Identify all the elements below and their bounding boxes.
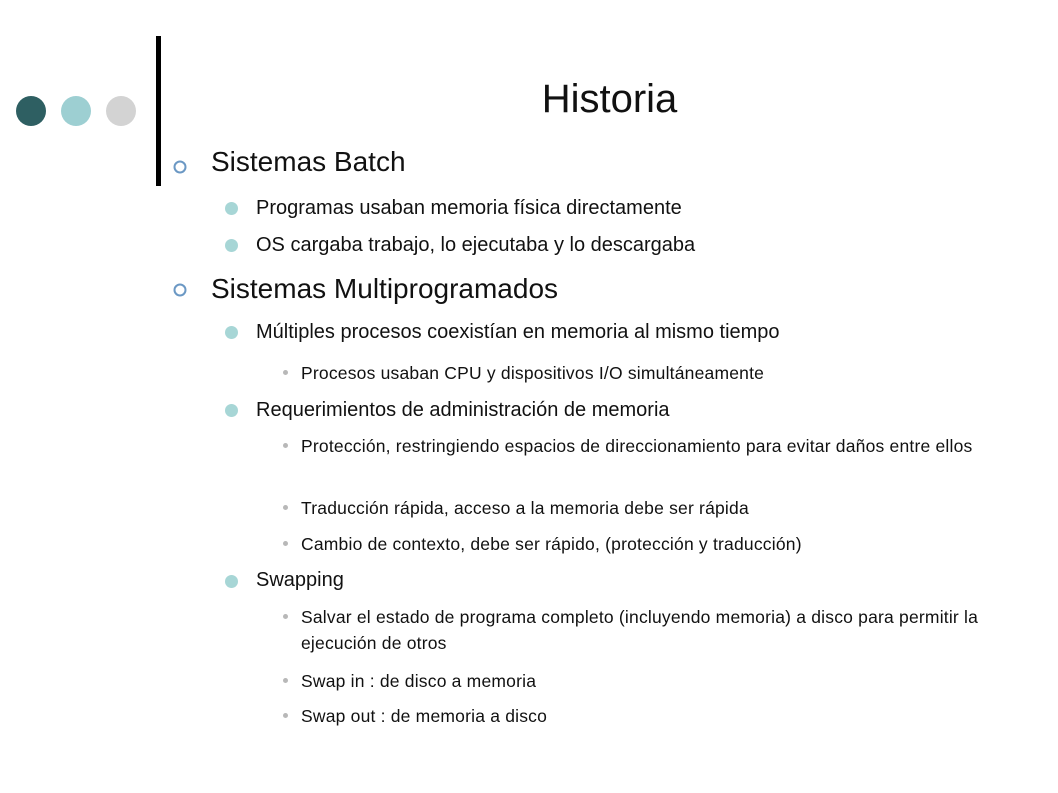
sub-bullet-icon (283, 505, 288, 510)
bullet-icon (225, 575, 238, 588)
slide-title: Historia (541, 77, 678, 121)
sub-bullet-icon (283, 678, 288, 683)
bullet-icon (225, 326, 238, 339)
section-heading-multiprogramados: Sistemas Multiprogramados (211, 273, 559, 304)
bullet-icon (225, 404, 238, 417)
decorative-dot-teal (61, 96, 91, 126)
sub-list-item: Traducción rápida, acceso a la memoria debe ser rápida (301, 498, 749, 518)
sub-list-item: Cambio de contexto, debe ser rápido, (protección y traducción) (301, 534, 802, 554)
sub-list-item: Protección, restringiendo espacios de direccionamiento para evitar daños entre ellos (301, 436, 973, 456)
decorative-dot-gray (106, 96, 136, 126)
sub-bullet-icon (283, 614, 288, 619)
list-item: Requerimientos de administración de memoria (256, 399, 670, 421)
list-item: OS cargaba trabajo, lo ejecutaba y lo descargaba (256, 234, 696, 256)
sub-list-item: Swap out : de memoria a disco (301, 706, 548, 726)
bullet-icon (225, 239, 238, 252)
decorative-dot-dark (16, 96, 46, 126)
sub-bullet-icon (283, 713, 288, 718)
sub-bullet-icon (283, 443, 288, 448)
sub-list-item: Swap in : de disco a memoria (301, 671, 537, 691)
section-bullet-icon (172, 159, 188, 175)
list-item: Múltiples procesos coexistían en memoria al mismo tiempo (256, 321, 780, 343)
sub-list-item: Salvar el estado de programa completo (incluyendo memoria) a disco para permitir la ejecución de otros (301, 607, 979, 653)
sub-bullet-icon (283, 541, 288, 546)
list-item: Programas usaban memoria física directamente (256, 197, 682, 219)
sub-bullet-icon (283, 370, 288, 375)
list-item: Swapping (256, 569, 344, 591)
section-bullet-icon (172, 282, 188, 298)
sub-list-item: Procesos usaban CPU y dispositivos I/O simultáneamente (301, 363, 765, 383)
bullet-icon (225, 202, 238, 215)
section-heading-batch: Sistemas Batch (211, 146, 406, 177)
